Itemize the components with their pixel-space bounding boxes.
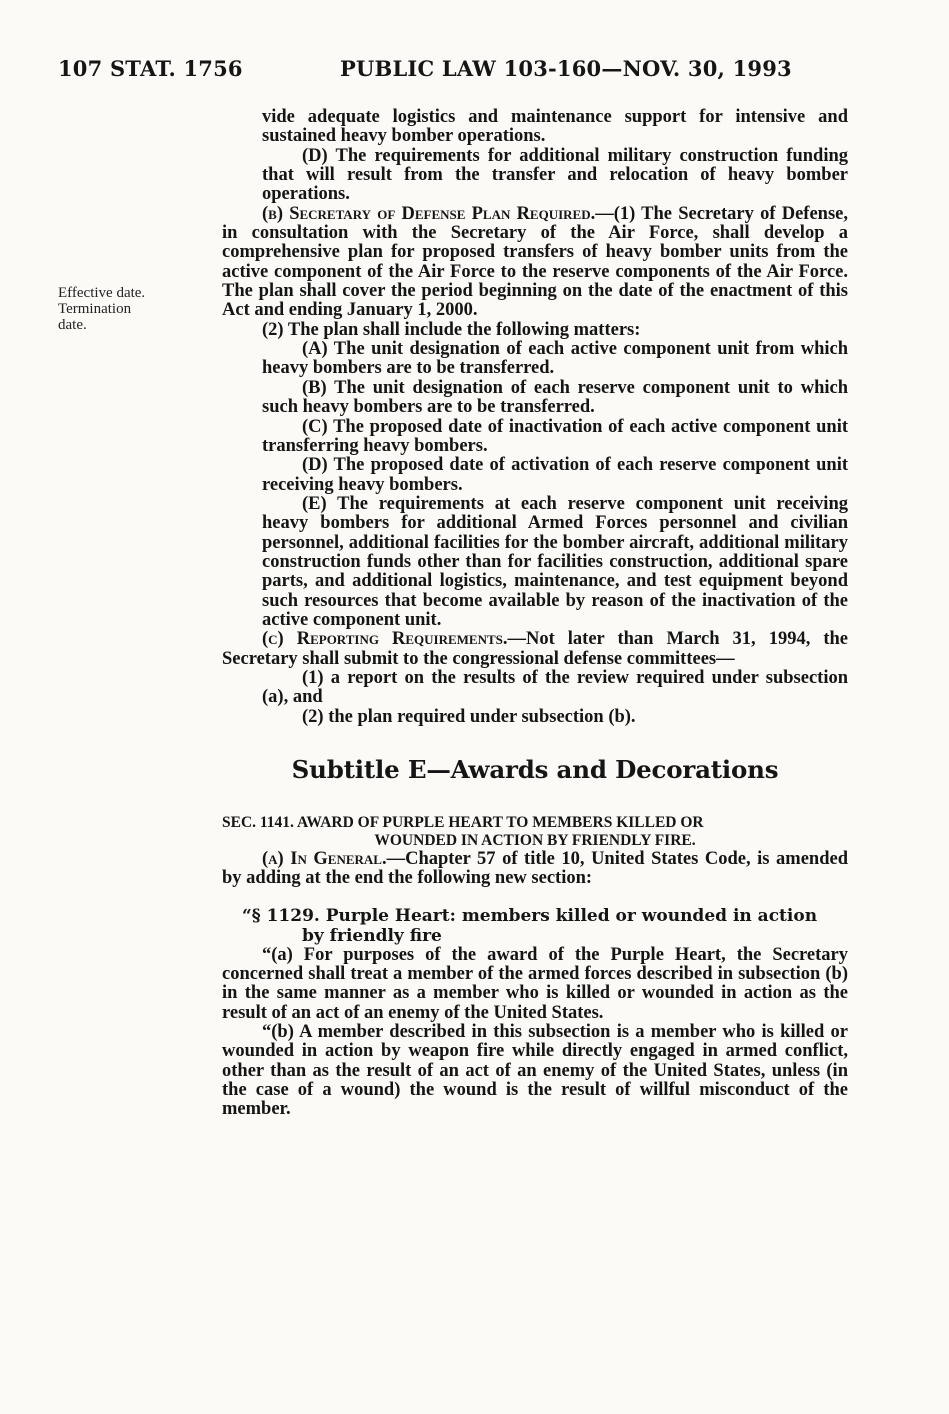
paragraph-1129-a: “(a) For purposes of the award of the Purple Heart, the Secretary concerned shall treat a member of the armed forces described in subsection (b) in the same manner as a member who is killed or wounded in action as the result of an act of an enemy of the United States. — [222, 944, 848, 1023]
paragraph-2-matters: (2) The plan shall include the following matters: — [262, 319, 641, 340]
margin-note — [58, 285, 203, 333]
subsection-heading: (c) Reporting Requirements. — [262, 629, 508, 650]
statute-body — [222, 108, 848, 1120]
paragraph-1-report — [222, 669, 848, 708]
subsection-heading: (b) Secretary of Defense Plan Required. — [262, 203, 596, 224]
paragraph-text: —Not later than March 31, 1994, the Secretary shall submit to the congressional defense committees— — [222, 629, 848, 669]
paragraph-text: (A) The unit designation of each active component unit from which heavy bombers are to be transferred. — [262, 339, 848, 379]
paragraph-text: —Chapter 57 of title 10, United States Code, is amended by adding at the end the following new section: — [222, 849, 848, 889]
running-header: PUBLIC LAW 103-160—NOV. 30, 1993 — [340, 56, 792, 81]
section-1129-line1: “§ 1129. Purple Heart: members killed or wounded in action — [242, 905, 818, 926]
margin-note-effective-date: Effective date. — [58, 285, 146, 301]
paragraph-text: (1) a report on the results of the review required under subsection (a), and — [262, 667, 848, 708]
paragraph-b-plan — [222, 205, 848, 321]
subsection-heading: (a) In General. — [262, 849, 387, 869]
section-heading — [222, 814, 848, 850]
section-1129-line2: by friendly fire — [302, 925, 442, 946]
margin-note-termination: Termination — [58, 301, 132, 317]
paragraph-c — [222, 418, 848, 457]
paragraph-text: (B) The unit designation of each reserve component unit to which such heavy bombers are to be transferred. — [262, 377, 848, 418]
paragraph-d-construction — [222, 147, 848, 205]
paragraph-d — [222, 456, 848, 495]
paragraph-text: —(1) The Secretary of Defense, in consultation with the Secretary of the Air Force, shall develop a comprehensive plan for proposed transfers of heavy bomber units from the active component of the Air Force to the reserve components of the Air Force. The plan shall cover the period beginning on the date of the enactment of this Act and ending January 1, 2000. — [222, 203, 848, 321]
paragraph-2-plan — [222, 708, 848, 727]
section-heading-line2: WOUNDED IN ACTION BY FRIENDLY FIRE. — [374, 832, 696, 849]
paragraph-text: (C) The proposed date of inactivation of each active component unit transferring heavy bombers. — [262, 416, 848, 456]
page-citation: 107 STAT. 1756 — [58, 56, 243, 81]
section-1129-heading — [222, 906, 848, 946]
paragraph-c-reporting — [222, 630, 848, 669]
margin-note-date: date. — [58, 317, 87, 333]
subtitle-heading: Subtitle E—Awards and Decorations — [291, 755, 779, 784]
paragraph-text: (E) The requirements at each reserve component unit receiving heavy bombers for additional Armed Forces personnel and civilian personnel, additional facilities for the bomber aircraft, additional military construction funds other than for facilities construction, additional spare parts, and additional logistics, maintenance, and test equipment beyond such resources that become available by reason of the inactivation of the active component unit. — [262, 493, 848, 630]
paragraph-1129-b: “(b) A member described in this subsection is a member who is killed or wounded in action by weapon fire while directly engaged in armed conflict, other than as the result of an act of an enemy of the United States, unless (in the case of a wound) the wound is the result of willful misconduct of the member. — [222, 1022, 848, 1120]
paragraph-text: (D) The proposed date of activation of each reserve component unit receiving heavy bombers. — [262, 455, 848, 495]
paragraph: vide adequate logistics and maintenance support for intensive and sustained heavy bomber operations. — [262, 107, 848, 147]
paragraph-a-general — [222, 850, 848, 889]
paragraph-b — [222, 379, 848, 418]
section-heading-line1: SEC. 1141. AWARD OF PURPLE HEART TO MEMBERS KILLED OR — [222, 814, 704, 831]
paragraph-text: (2) the plan required under subsection (b). — [302, 706, 636, 727]
paragraph-e — [222, 495, 848, 630]
paragraph-a — [222, 340, 848, 379]
paragraph-text: (D) The requirements for additional military construction funding that will result from the transfer and relocation of heavy bomber operations. — [262, 145, 848, 205]
